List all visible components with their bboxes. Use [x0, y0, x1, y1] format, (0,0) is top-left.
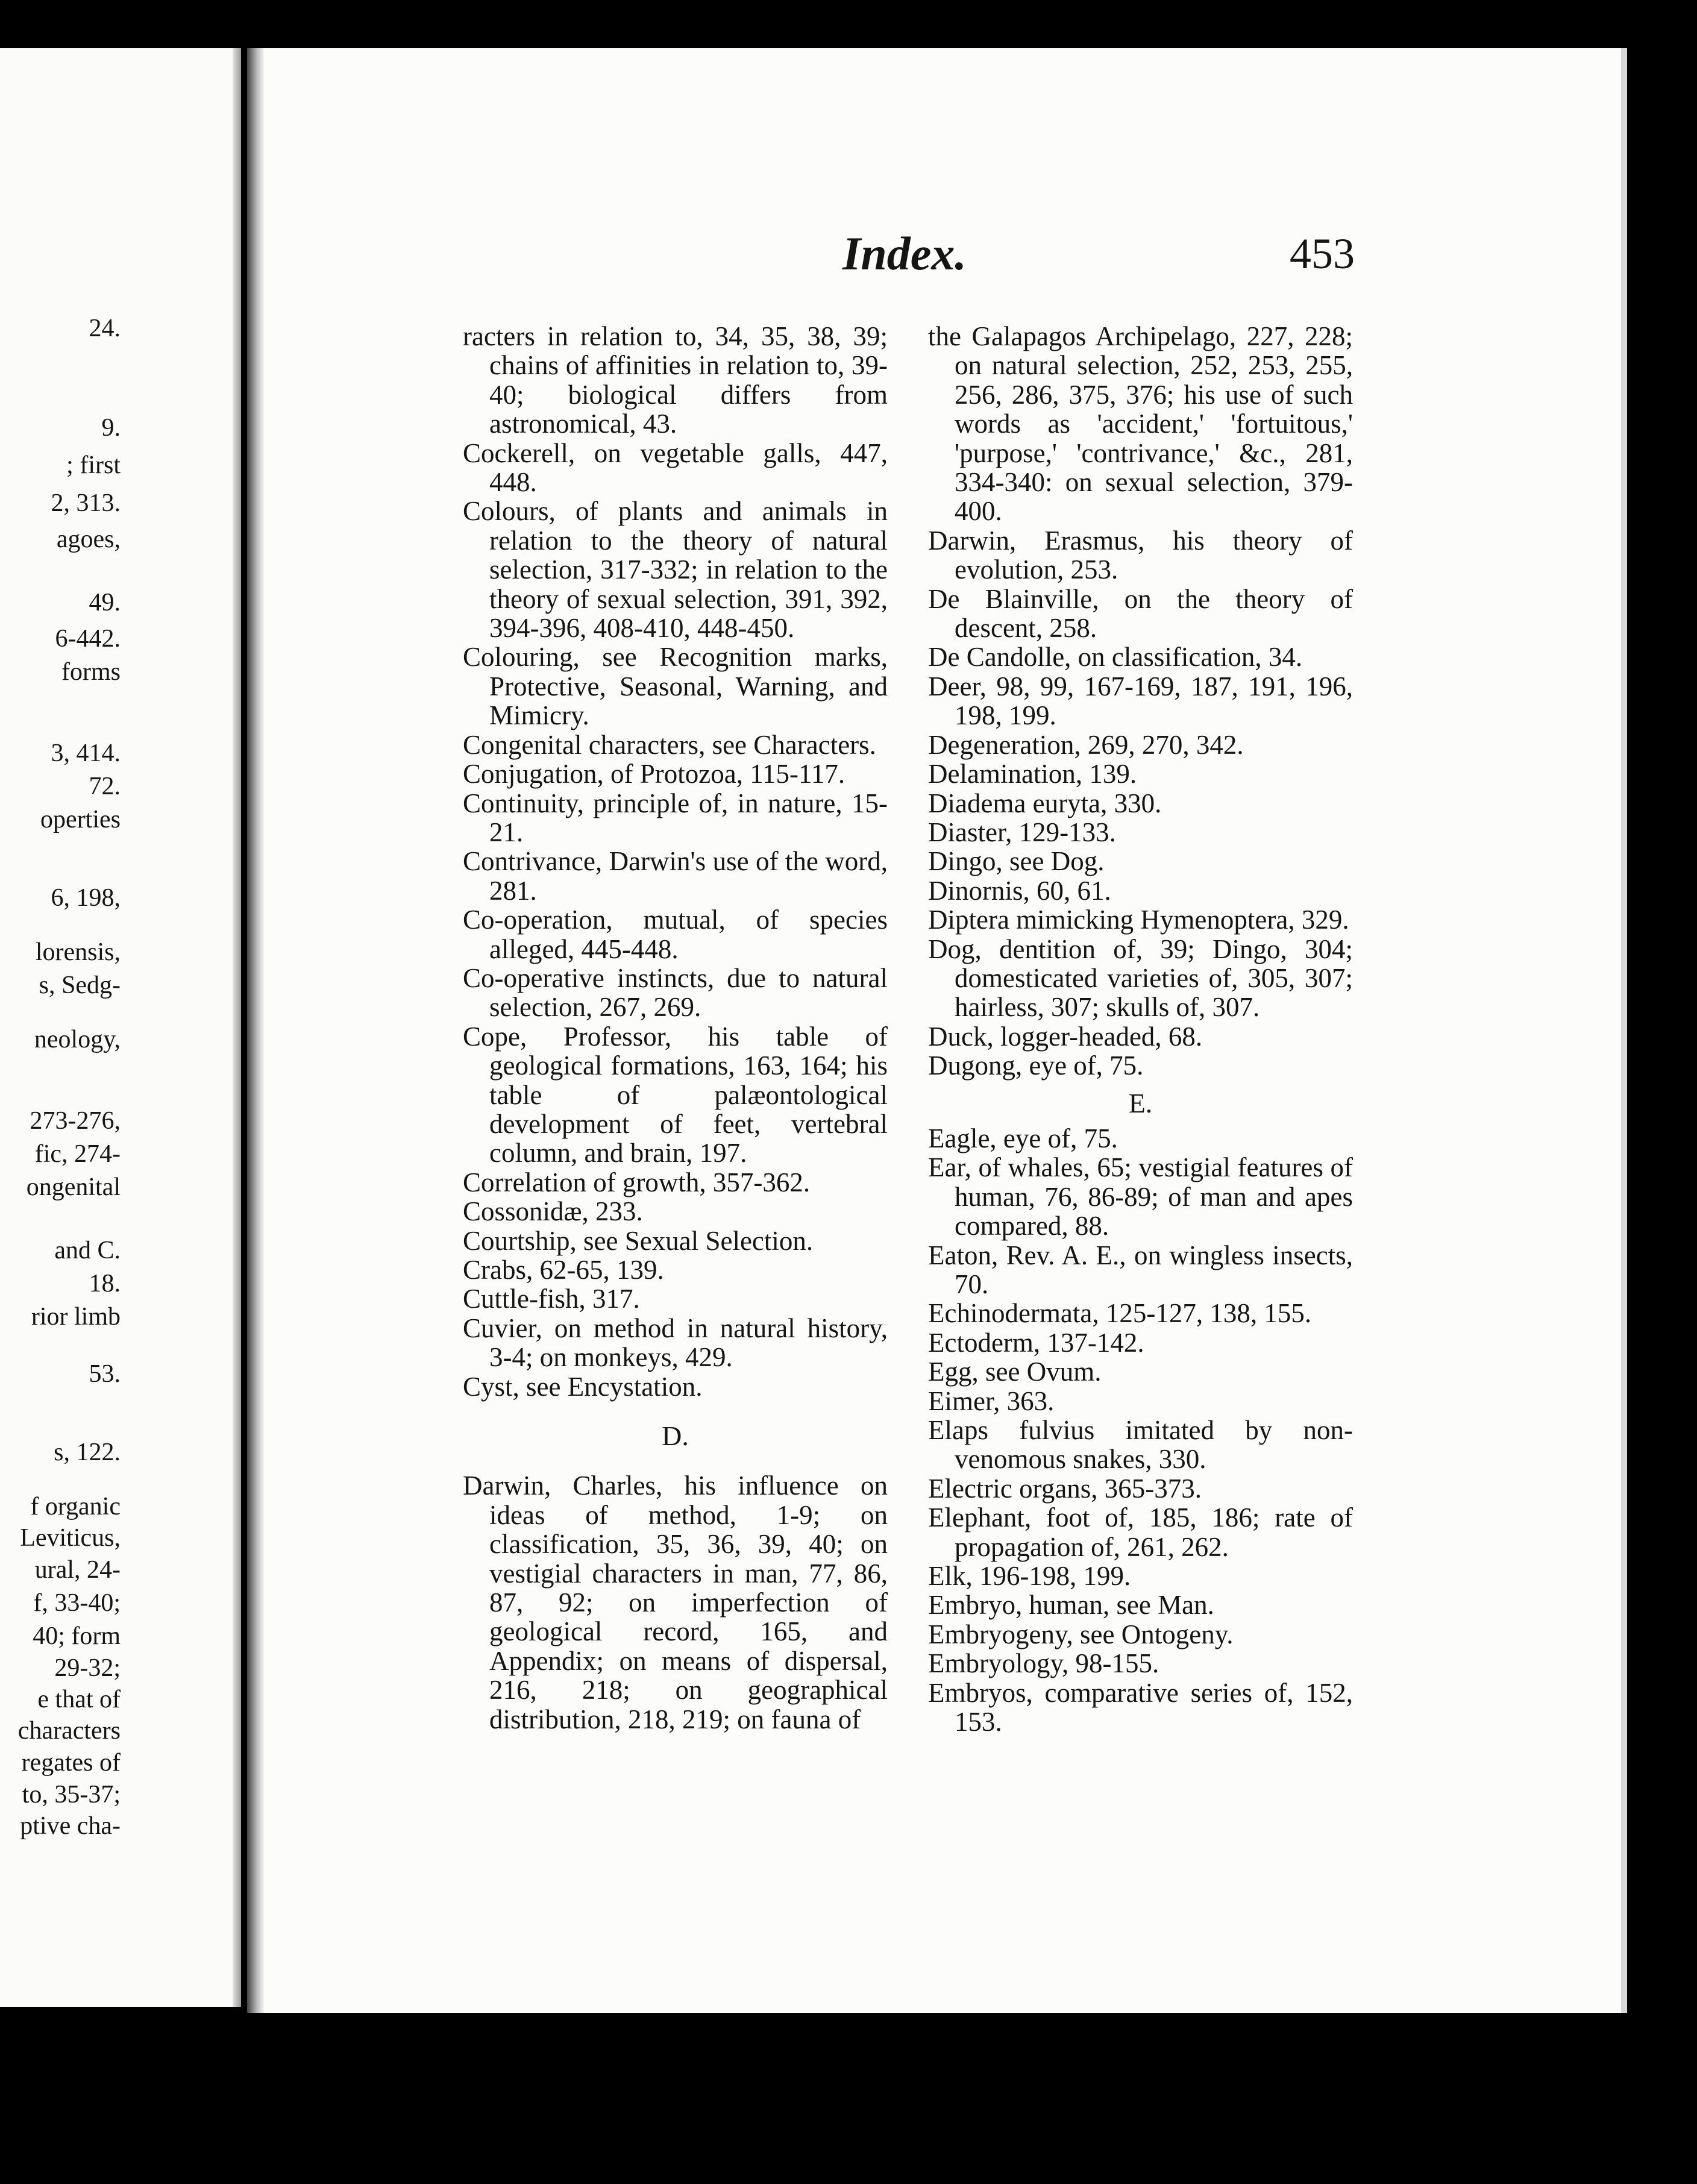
index-entry: Elk, 196-198, 199.	[928, 1561, 1131, 1592]
index-entry: Darwin, Erasmus, his theory of evolution, 253.	[928, 525, 1353, 585]
left-page-fragment: s, 122.	[54, 1439, 121, 1466]
index-entry: Crabs, 62-65, 139.	[463, 1255, 664, 1285]
index-entry: Embryo, human, see Man.	[928, 1590, 1214, 1621]
index-entry: Cuttle-fish, 317.	[463, 1284, 640, 1314]
left-page-fragment: to, 35-37;	[22, 1781, 121, 1809]
left-page	[0, 48, 241, 2007]
left-page-edge-shadow	[233, 48, 241, 2007]
index-entry: Dingo, see Dog.	[928, 846, 1105, 877]
index-entry: Continuity, principle of, in nature, 15-21.	[463, 788, 888, 847]
index-entry: Cuvier, on method in natural history, 3-4; on monkeys, 429.	[463, 1313, 888, 1373]
index-entry: Eaton, Rev. A. E., on wingless insects, 70.	[928, 1240, 1353, 1299]
index-entry-continuation: the Galapagos Archipelago, 227, 228; on natural selection, 252, 253, 255, 256, 286, 375, 376; his use of such words as 'accident,' 'fortuitous,' 'purpose,' 'contrivance,' &c., 281, 334-340: on sexual selection, 379-400.	[928, 321, 1353, 527]
index-entry: Diaster, 129-133.	[928, 817, 1116, 847]
index-entry: De Blainville, on the theory of descent, 258.	[928, 583, 1353, 644]
index-entry: Embryos, comparative series of, 152, 153.	[928, 1677, 1353, 1737]
index-entry: Degeneration, 269, 270, 342.	[928, 729, 1244, 760]
left-page-fragment: f, 33-40;	[33, 1589, 121, 1617]
left-page-fragment: forms	[61, 658, 121, 686]
left-page-fragment: ural, 24-	[34, 1556, 121, 1584]
index-entry: Delamination, 139.	[928, 759, 1137, 789]
page-right-edge	[1621, 48, 1627, 2013]
index-entry: Co-operation, mutual, of species alleged, 445-448.	[463, 905, 888, 964]
index-entry: Dinornis, 60, 61.	[928, 875, 1111, 906]
index-entries	[928, 526, 1353, 1081]
index-column-2	[928, 322, 1353, 1737]
left-page-fragment: neology,	[34, 1026, 121, 1053]
index-entry: Ectoderm, 137-142.	[928, 1327, 1144, 1358]
index-entries-after	[928, 1124, 1353, 1737]
left-page-fragment: 273-276,	[30, 1107, 121, 1135]
left-page-fragment: 18.	[89, 1270, 121, 1298]
left-page-fragment: 24.	[89, 315, 121, 342]
left-page-fragment: Leviticus,	[20, 1524, 121, 1552]
left-page-fragment: 2, 313.	[51, 489, 121, 517]
left-page-fragment: ongenital	[26, 1173, 121, 1201]
index-entry: Colouring, see Recognition marks, Protective, Seasonal, Warning, and Mimicry.	[463, 642, 888, 731]
index-entry: Cockerell, on vegetable galls, 447, 448.	[463, 438, 888, 498]
index-entry: Eagle, eye of, 75.	[928, 1123, 1118, 1153]
index-entry: Elephant, foot of, 185, 186; rate of propagation of, 261, 262.	[928, 1502, 1353, 1562]
index-entry: Diptera mimicking Hymenoptera, 329.	[928, 905, 1349, 935]
left-page-fragment: s, Sedg-	[39, 971, 121, 999]
index-entry: Eimer, 363.	[928, 1385, 1055, 1416]
index-entry: Embryogeny, see Ontogeny.	[928, 1619, 1234, 1649]
left-page-fragment: 6-442.	[55, 625, 121, 653]
index-entry: Cyst, see Encystation.	[463, 1371, 703, 1402]
index-entry: Duck, logger-headed, 68.	[928, 1021, 1203, 1052]
index-entry: Diadema euryta, 330.	[928, 788, 1162, 818]
left-page-fragment: ptive cha-	[20, 1812, 121, 1840]
section-letter: D.	[662, 1420, 689, 1452]
left-page-fragment: 49.	[89, 589, 121, 617]
index-entry: Ear, of whales, 65; vestigial features of human, 76, 86-89; of man and apes compared, 88.	[928, 1152, 1353, 1241]
index-entry: Dog, dentition of, 39; Dingo, 304; domesticated varieties of, 305, 307; hairless, 307; skulls of, 307.	[928, 934, 1353, 1023]
left-page-fragment: 3, 414.	[51, 739, 121, 767]
page-gutter	[247, 48, 264, 2013]
index-entry-continuation: racters in relation to, 34, 35, 38, 39; chains of affinities in relation to, 39-40; biological differs from astronomical, 43.	[463, 321, 888, 439]
left-page-fragment: 72.	[89, 773, 121, 800]
index-entry: Co-operative instincts, due to natural selection, 267, 269.	[463, 962, 888, 1023]
left-page-fragment: regates of	[21, 1749, 121, 1777]
index-entry: Cope, Professor, his table of geological formations, 163, 164; his table of palæontological development of feet, vertebral column, and brain, 197.	[463, 1021, 888, 1169]
right-page	[247, 48, 1627, 2013]
left-page-fragment: lorensis,	[35, 938, 121, 966]
left-page-fragment: f organic	[30, 1493, 121, 1520]
index-entry: De Candolle, on classification, 34.	[928, 642, 1303, 673]
left-page-fragment: 53.	[89, 1360, 121, 1388]
running-header-title: Index.	[842, 227, 967, 280]
index-entry: Cossonidæ, 233.	[463, 1196, 643, 1227]
left-page-fragment: 6, 198,	[51, 884, 121, 912]
index-entry: Deer, 98, 99, 167-169, 187, 191, 196, 198, 199.	[928, 671, 1353, 731]
left-page-fragment: 40; form	[33, 1622, 121, 1650]
index-entry: Elaps fulvius imitated by non-venomous snakes, 330.	[928, 1415, 1353, 1475]
index-entry: Egg, see Ovum.	[928, 1357, 1102, 1387]
index-entry: Embryology, 98-155.	[928, 1648, 1159, 1679]
left-page-fragment: agoes,	[56, 526, 121, 553]
index-entry: Courtship, see Sexual Selection.	[463, 1225, 814, 1256]
left-page-fragment: operties	[40, 806, 121, 833]
index-entries-after	[463, 1471, 888, 1734]
index-column-1	[463, 322, 888, 1734]
index-entry: Colours, of plants and animals in relation to the theory of natural selection, 317-332; in relation to the theory of sexual selection, 391, 392, 394-396, 408-410, 448-450.	[463, 496, 888, 644]
index-entry: Electric organs, 365-373.	[928, 1473, 1202, 1504]
index-entry: Conjugation, of Protozoa, 115-117.	[463, 759, 845, 789]
left-page-fragment: and C.	[54, 1237, 121, 1264]
index-entry: Echinodermata, 125-127, 138, 155.	[928, 1298, 1312, 1329]
left-page-fragment: 9.	[101, 414, 121, 442]
index-entries	[463, 439, 888, 1401]
section-letter: E.	[1128, 1087, 1153, 1119]
left-page-fragment: e that of	[37, 1686, 121, 1713]
left-page-fragment: ; first	[66, 451, 121, 479]
index-entry: Dugong, eye of, 75.	[928, 1050, 1144, 1081]
index-entry: Congenital characters, see Characters.	[463, 729, 876, 760]
left-page-fragment: 29-32;	[54, 1654, 121, 1682]
page-number: 453	[1290, 230, 1355, 278]
left-page-fragment: rior limb	[31, 1303, 121, 1331]
left-page-fragment: characters	[17, 1717, 121, 1745]
left-page-fragment: fic, 274-	[34, 1140, 121, 1168]
index-entry: Contrivance, Darwin's use of the word, 281.	[463, 846, 888, 906]
index-entry: Correlation of growth, 357-362.	[463, 1167, 811, 1197]
index-entry: Darwin, Charles, his influence on ideas of method, 1-9; on classification, 35, 36, 39, 40; on vestigial characters in man, 77, 86, 87, 92; on imperfection of geological record, 165, and Appendix; on means of dispersal, 216, 218; on geographical distribution, 218, 219; on fauna of	[463, 1470, 888, 1734]
